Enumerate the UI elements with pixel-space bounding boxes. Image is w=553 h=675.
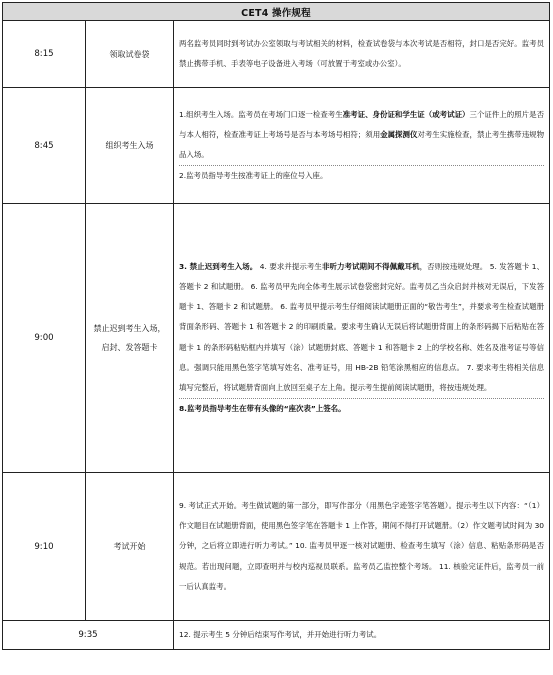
row-content-text: 9. 考试正式开始。考生做试题的第一部分，即写作部分（用黑色字迹签字笔答题）。提示考生以下内容：“（1）作文题目在试题册背面，使用黑色签字笔在答题卡 1 上作答，期间不得打开试题册。（2）作文题考试时间为 30分钟，之后将立即进行听力考试。” 10. 监考员甲逐一核对试题册、检查考生填写（涂）信息、粘贴条形码是否规范。若出现问题，立即查明并与校内巡视员联系。监考员乙监控整个考场。 11. 核验完证件后，监考员一前一后认真监考。 xyxy=(179,500,545,591)
step-8-seating-chart: 8.监考员指导考生在带有头像的“座次表”上签名。 xyxy=(179,398,544,419)
content-cell xyxy=(174,88,550,204)
row-content-text: 12. 提示考生 5 分钟后结束写作考试，并开始进行听力考试。 xyxy=(179,630,382,639)
content-cell xyxy=(174,621,550,650)
time-cell: 8:15 xyxy=(3,21,86,88)
procedure-table xyxy=(2,2,550,650)
step-1-tail: 对考生实施检查，禁止考生携带违规物品入场。 xyxy=(179,129,545,159)
time-cell: 9:35 xyxy=(3,621,174,650)
table-row xyxy=(3,204,550,473)
task-cell: 禁止迟到考生入场，启封、发答题卡 xyxy=(86,204,174,473)
table-title: CET4 操作规程 xyxy=(3,3,550,21)
step-4-no-earphones: 非听力考试期间不得佩戴耳机 xyxy=(321,261,420,271)
time-cell: 8:45 xyxy=(3,88,86,204)
content-cell xyxy=(174,473,550,621)
step-4-lead: 4. 要求并提示考生 xyxy=(259,261,322,271)
row-content-text: 两名监考员同时到考试办公室领取与考试相关的材料，检查试卷袋与本次考试是否相符，封口是否完好。监考员禁止携带手机、手表等电子设备进入考场（可放置于考室或办公室）。 xyxy=(179,38,545,68)
step-1-middle: 三个证件上的照片是否与本人相符，检查准考证上考场号是否与本考场号相符；须用 xyxy=(179,109,545,139)
step-1-required-documents: 准考证、身份证和学生证（或考试证） xyxy=(342,109,470,119)
step-2-text: 2.监考员指导考生按准考证上的座位号入座。 xyxy=(179,165,544,186)
task-cell: 考试开始 xyxy=(86,473,174,621)
step-1-text xyxy=(179,105,544,166)
task-cell: 领取试卷袋 xyxy=(86,21,174,88)
task-cell: 组织考生入场 xyxy=(86,88,174,204)
steps-3-7-text xyxy=(179,257,544,398)
steps-4-7-body: ，否则按违规处理。 5. 发答题卡 1、答题卡 2 和试题册。 6. 监考员甲先向全体考生展示试卷袋密封完好。监考员乙当众启封并核对无误后，下发答题卡 1、答题卡 2 和试题册。 6. 监考员甲提示考生仔细阅读试题册正面的“敬告考生”，并要求考生检查试题册背面条形码、答题卡 1 和答题卡 2 的印刷质量。要求考生确认无误后将试题册背面上的条形码揭下后粘贴在答题卡 1 的条形码粘贴框内并填写（涂）试题册封底、答题卡 1 和答题卡 2 上的学校名称、姓名及准考证号等信息。强调只能用黑色签字笔填写姓名、准考证号，用 HB-2B 铅笔涂黑相应的信息点。 7. 要求考生将相关信息填写完整后，将试题册背面向上放回至桌子左上角。提示考生提前阅读试题册，将按违规处理。 xyxy=(179,261,545,392)
content-cell xyxy=(174,204,550,473)
step-1-metal-detector: 金属探测仪 xyxy=(380,129,418,139)
table-row xyxy=(3,21,550,88)
content-cell xyxy=(174,21,550,88)
table-row xyxy=(3,473,550,621)
table-row xyxy=(3,621,550,650)
time-cell: 9:00 xyxy=(3,204,86,473)
step-3-no-late-entry: 3. 禁止迟到考生入场。 xyxy=(179,261,258,271)
step-1-lead: 1.组织考生入场。监考员在考场门口逐一检查考生 xyxy=(179,109,343,119)
time-cell: 9:10 xyxy=(3,473,86,621)
table-row xyxy=(3,88,550,204)
table-header-row xyxy=(3,3,550,21)
